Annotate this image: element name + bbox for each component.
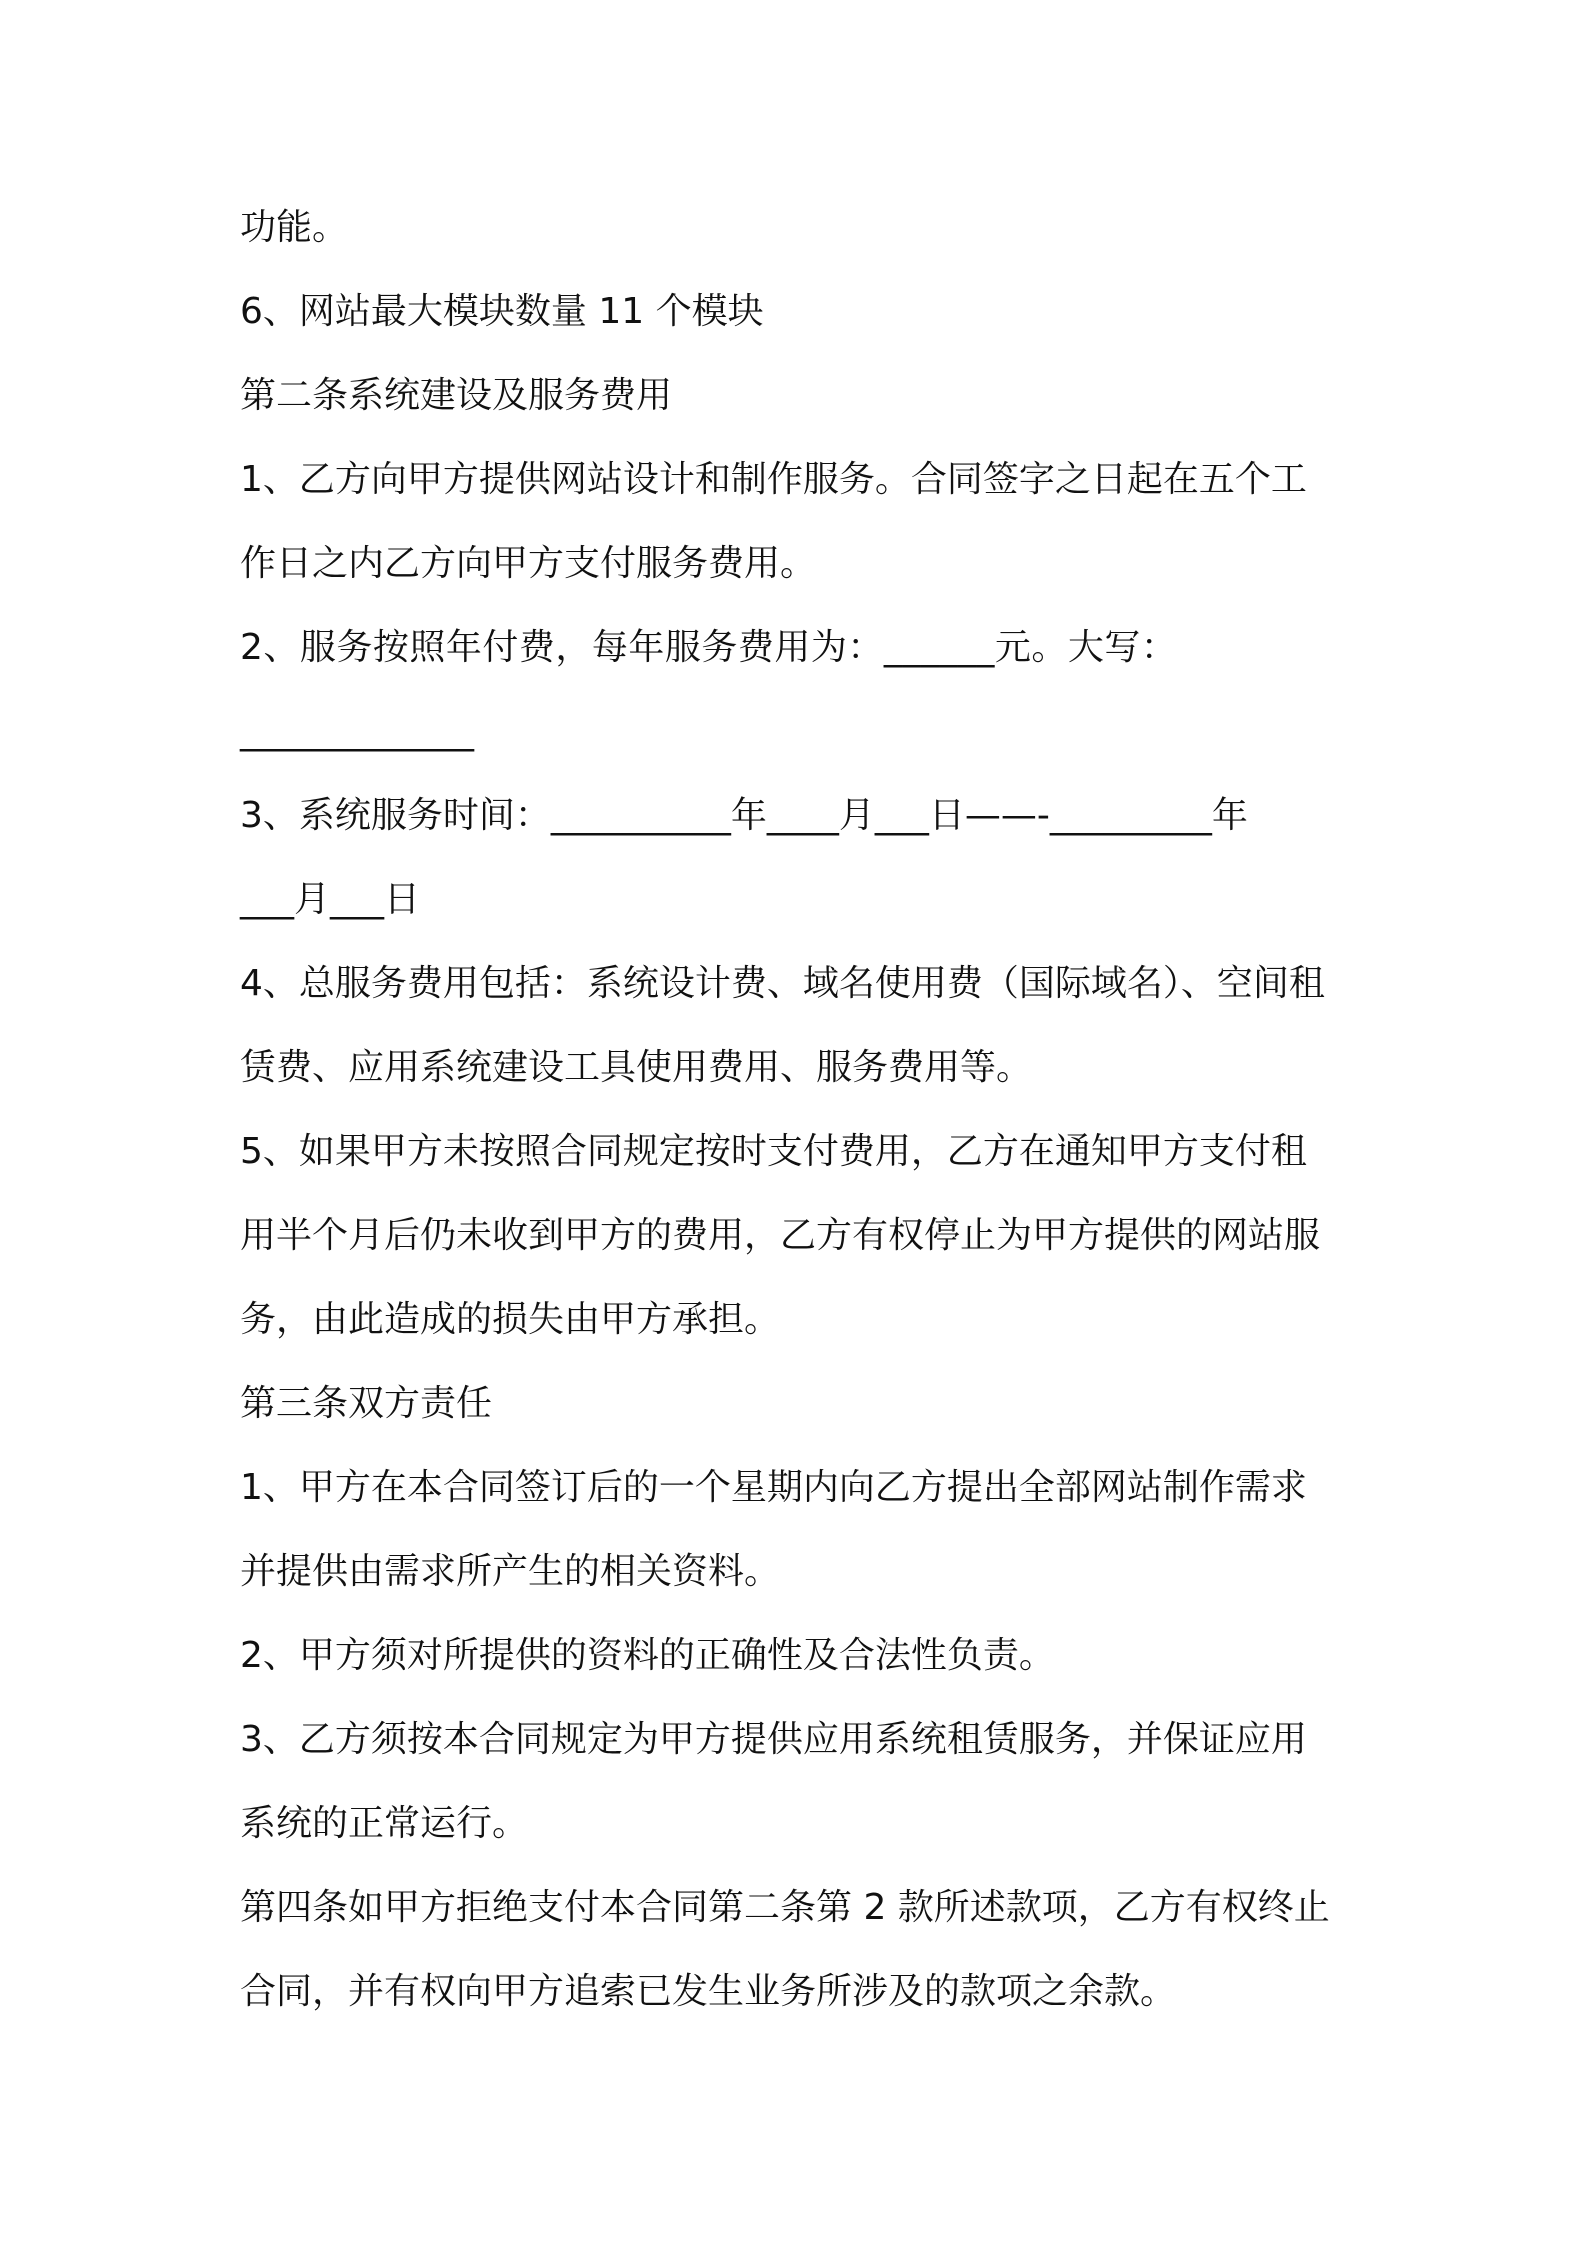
text-line-22: 合同，并有权向甲方追索已发生业务所涉及的款项之余款。 — [240, 1971, 1177, 2012]
section-heading-4: 第四条如甲方拒绝支付本合同第二条第 2 款所述款项，乙方有权终止 — [240, 1887, 1330, 1928]
text-line-14: 务，由此造成的损失由甲方承担。 — [240, 1299, 781, 1340]
section-heading-2: 第二条系统建设及服务费用 — [240, 375, 673, 416]
text-line-19: 3、乙方须按本合同规定为甲方提供应用系统租赁服务，并保证应用 — [240, 1719, 1307, 1760]
section-heading-3: 第三条双方责任 — [240, 1383, 493, 1424]
text-line-8: 3、系统服务时间：__________年____月___日——-_________年 — [240, 795, 1248, 836]
text-line-4: 1、乙方向甲方提供网站设计和制作服务。合同签字之日起在五个工 — [240, 459, 1307, 500]
text-line-17: 并提供由需求所产生的相关资料。 — [240, 1551, 781, 1592]
text-line-9: ___月___日 — [240, 879, 421, 920]
text-line-16: 1、甲方在本合同签订后的一个星期内向乙方提出全部网站制作需求 — [240, 1467, 1307, 1508]
text-line-6: 2、服务按照年付费，每年服务费用为：______元。大写： — [240, 627, 1178, 668]
text-line-2: 6、网站最大模块数量 11 个模块 — [240, 291, 764, 332]
text-line-20: 系统的正常运行。 — [240, 1803, 529, 1844]
text-line-12: 5、如果甲方未按照合同规定按时支付费用，乙方在通知甲方支付租 — [240, 1131, 1307, 1172]
text-line-18: 2、甲方须对所提供的资料的正确性及合法性负责。 — [240, 1635, 1055, 1676]
text-line-1: 功能。 — [240, 207, 349, 248]
text-line-10: 4、总服务费用包括：系统设计费、域名使用费（国际域名）、空间租 — [240, 963, 1325, 1004]
text-line-13: 用半个月后仍未收到甲方的费用，乙方有权停止为甲方提供的网站服 — [240, 1215, 1321, 1256]
text-line-5: 作日之内乙方向甲方支付服务费用。 — [240, 543, 817, 584]
text-line-7: _____________ — [240, 711, 474, 752]
document-body — [240, 198, 1350, 2046]
text-line-11: 赁费、应用系统建设工具使用费用、服务费用等。 — [240, 1047, 1033, 1088]
